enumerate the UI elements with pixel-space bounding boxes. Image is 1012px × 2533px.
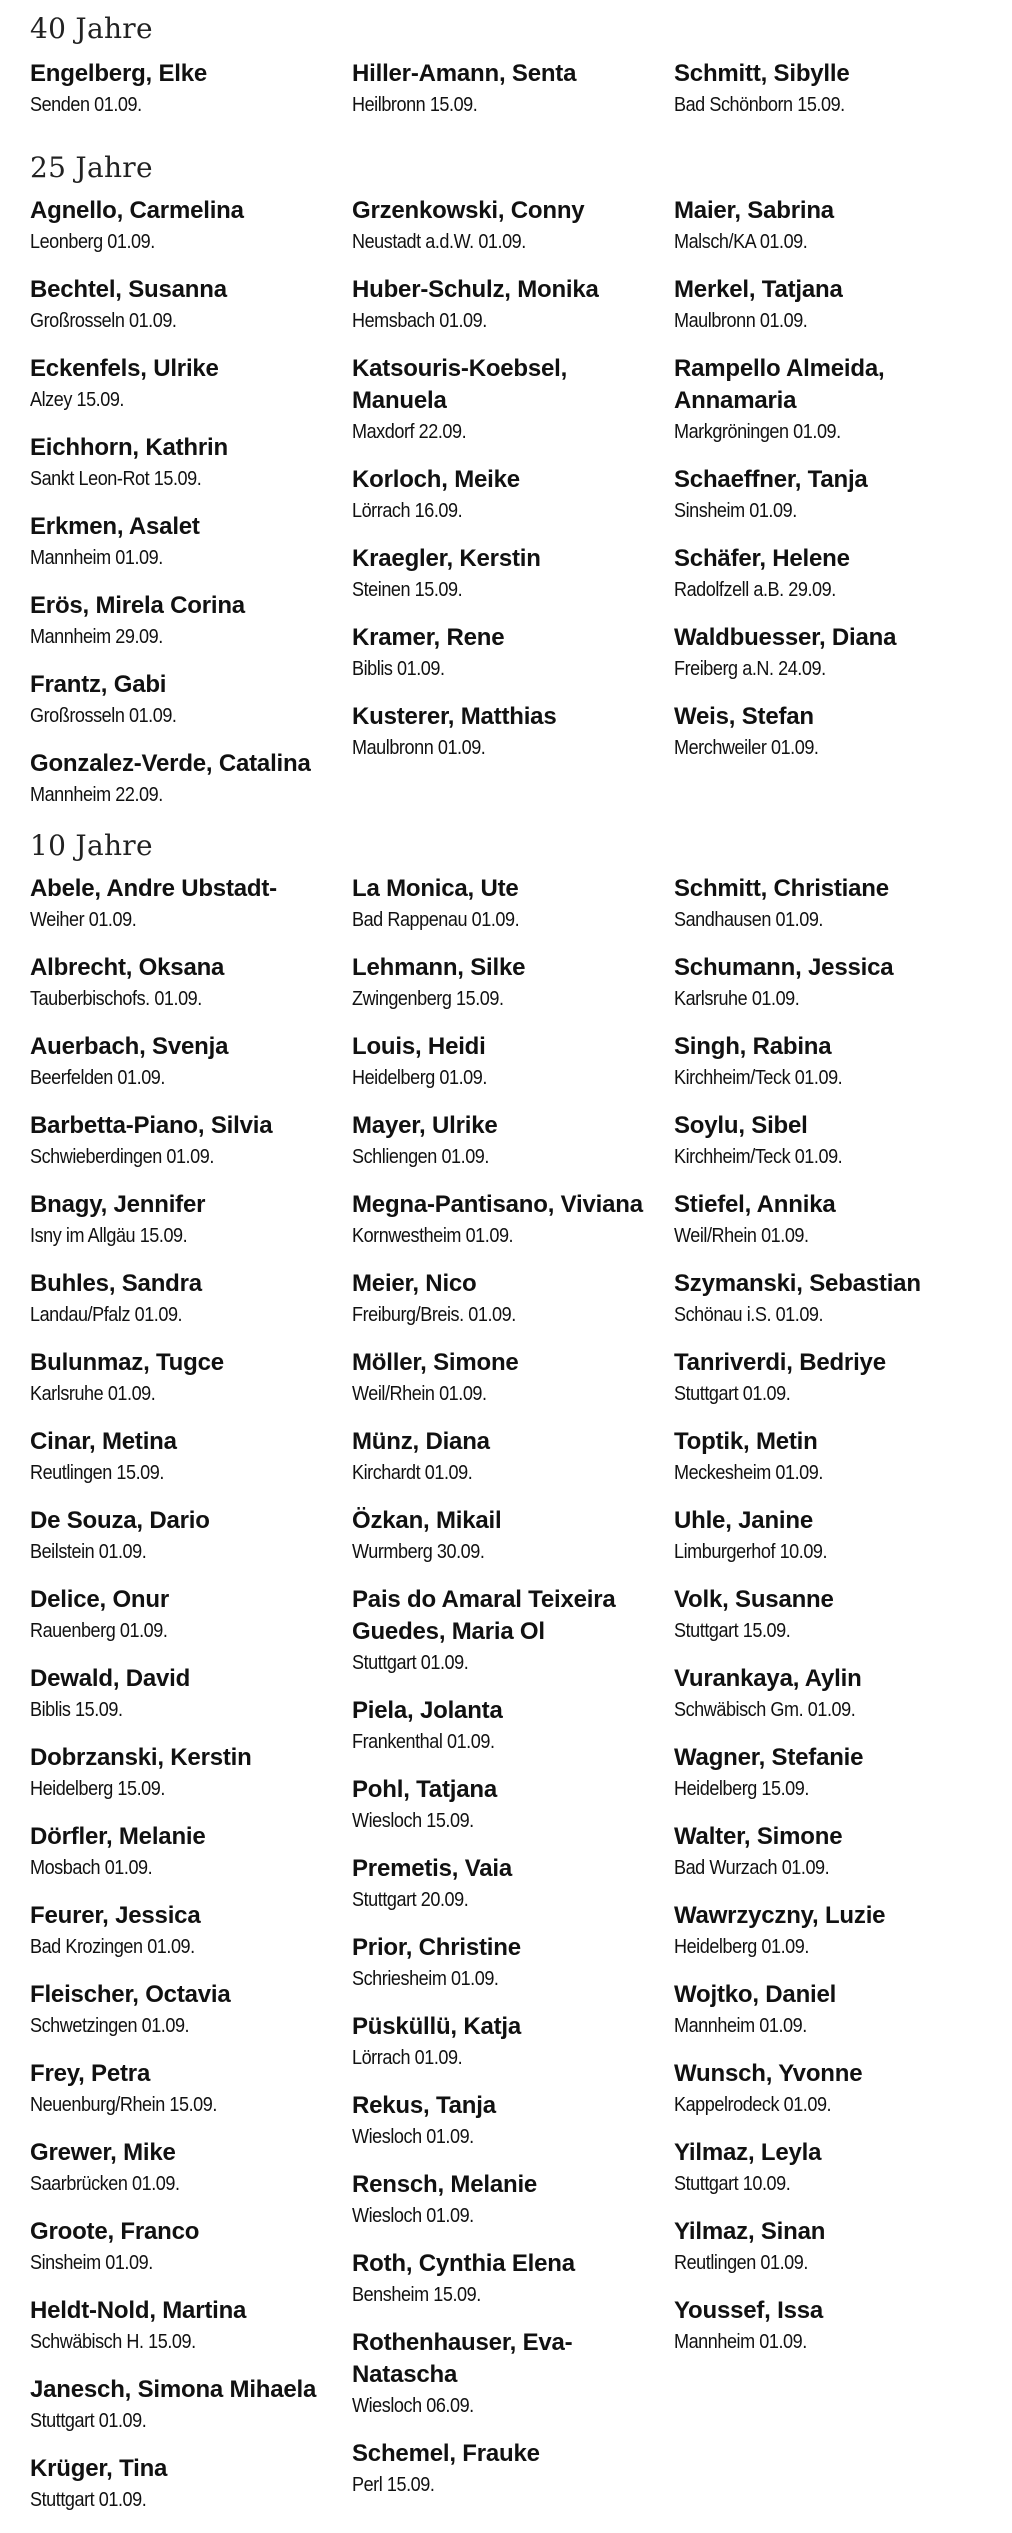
place-date: Mannheim 01.09. <box>674 2014 807 2037</box>
place-date: Stuttgart 01.09. <box>352 1651 469 1674</box>
list-item <box>352 195 584 257</box>
place-date: Bad Rappenau 01.09. <box>352 908 520 931</box>
list-item <box>30 1347 224 1409</box>
person-name: Waldbuesser, Diana <box>674 624 897 651</box>
person-name: Louis, Heidi <box>352 1033 486 1060</box>
person-name: Roth, Cynthia Elena <box>352 2250 575 2277</box>
list-item <box>352 2090 496 2152</box>
list-item <box>30 2058 242 2120</box>
list-item <box>30 1742 252 1804</box>
list-item <box>352 2011 521 2073</box>
list-item <box>30 511 200 573</box>
place-date: Schliengen 01.09. <box>352 1145 489 1168</box>
list-item <box>352 1110 508 1172</box>
list-item <box>30 1663 190 1725</box>
place-date: Bad Krozingen 01.09. <box>30 1935 195 1958</box>
list-item <box>352 274 599 336</box>
person-name: Schaeffner, Tanja <box>674 466 868 493</box>
place-date: Tauberbischofs. 01.09. <box>30 987 202 1010</box>
person-name: Möller, Simone <box>352 1349 519 1376</box>
place-date: Perl 15.09. <box>352 2473 435 2496</box>
list-item <box>352 1695 514 1757</box>
list-item <box>30 1505 210 1567</box>
list-item <box>674 2137 821 2199</box>
person-name: Yilmaz, Sinan <box>674 2218 826 2245</box>
person-name: Hiller-Amann, Senta <box>352 60 577 87</box>
person-name: Toptik, Metin <box>674 1428 818 1455</box>
place-date: Großrosseln 01.09. <box>30 309 177 332</box>
list-item <box>30 1031 228 1093</box>
place-date: Beerfelden 01.09. <box>30 1066 165 1089</box>
person-name: Bechtel, Susanna <box>30 276 227 303</box>
list-item <box>352 2248 575 2310</box>
person-name: Megna-Pantisano, Viviana <box>352 1191 643 1218</box>
place-date: Beilstein 01.09. <box>30 1540 147 1563</box>
person-name: Rekus, Tanja <box>352 2092 496 2119</box>
place-date: Mannheim 01.09. <box>674 2330 807 2353</box>
list-item <box>674 1110 865 1172</box>
place-date: Karlsruhe 01.09. <box>30 1382 156 1405</box>
place-date: Neustadt a.d.W. 01.09. <box>352 230 526 253</box>
person-name: Rensch, Melanie <box>352 2171 538 2198</box>
list-item <box>352 2438 540 2500</box>
place-date: Freiberg a.N. 24.09. <box>674 657 826 680</box>
list-item <box>674 543 858 605</box>
person-name: La Monica, Ute <box>352 875 519 902</box>
place-date: Biblis 01.09. <box>352 657 445 680</box>
place-date: Reutlingen 15.09. <box>30 1461 164 1484</box>
place-date: Leonberg 01.09. <box>30 230 155 253</box>
person-name: Cinar, Metina <box>30 1428 177 1455</box>
person-name: Feurer, Jessica <box>30 1902 201 1929</box>
place-date: Heilbronn 15.09. <box>352 93 478 116</box>
place-date: Merchweiler 01.09. <box>674 736 819 759</box>
person-name: Schemel, Frauke <box>352 2440 540 2467</box>
place-date: Kirchheim/Teck 01.09. <box>674 1066 843 1089</box>
person-name: Rampello Almeida, Annamaria <box>674 355 885 414</box>
person-name: Yilmaz, Leyla <box>674 2139 822 2166</box>
place-date: Heidelberg 15.09. <box>674 1777 809 1800</box>
column-3 <box>674 58 996 120</box>
place-date: Limburgerhof 10.09. <box>674 1540 828 1563</box>
person-name: Walter, Simone <box>674 1823 843 1850</box>
place-date: Mosbach 01.09. <box>30 1856 153 1879</box>
place-date: Steinen 15.09. <box>352 578 463 601</box>
place-date: Sankt Leon-Rot 15.09. <box>30 467 202 490</box>
person-name: Wawrzyczny, Luzie <box>674 1902 886 1929</box>
list-item <box>674 58 996 120</box>
section-heading: 25 Jahre <box>30 151 153 184</box>
place-date: Wiesloch 01.09. <box>352 2204 474 2227</box>
place-date: Stuttgart 01.09. <box>30 2488 147 2511</box>
list-item <box>30 2453 167 2515</box>
place-date: Wiesloch 06.09. <box>352 2394 474 2417</box>
place-date: Maxdorf 22.09. <box>352 420 467 443</box>
place-date: Heidelberg 01.09. <box>352 1066 487 1089</box>
person-name: Schumann, Jessica <box>674 954 894 981</box>
list-item <box>674 464 868 526</box>
list-item <box>30 2216 199 2278</box>
place-date: Lörrach 01.09. <box>352 2046 463 2069</box>
list-item <box>30 274 227 336</box>
person-name: Barbetta-Piano, Silvia <box>30 1112 273 1139</box>
person-name: Huber-Schulz, Monika <box>352 276 599 303</box>
place-date: Schwetzingen 01.09. <box>30 2014 190 2037</box>
person-name: Abele, Andre Ubstadt- <box>30 875 277 902</box>
person-name: Wunsch, Yvonne <box>674 2060 863 2087</box>
list-item <box>30 1900 217 1962</box>
place-date: Hemsbach 01.09. <box>352 309 487 332</box>
list-item <box>30 195 244 257</box>
person-name: Singh, Rabina <box>674 1033 832 1060</box>
list-item <box>674 1663 880 1725</box>
column-2 <box>352 58 674 120</box>
list-item <box>352 1189 643 1251</box>
place-date: Neuenburg/Rhein 15.09. <box>30 2093 217 2116</box>
person-name: Katsouris-Koebsel, Manuela <box>352 355 568 414</box>
place-date: Schwäbisch H. 15.09. <box>30 2330 196 2353</box>
list-item <box>30 1821 206 1883</box>
list-item <box>30 590 245 652</box>
person-name: Özkan, Mikail <box>352 1507 502 1534</box>
person-name: Meier, Nico <box>352 1270 477 1297</box>
person-name: Delice, Onur <box>30 1586 169 1613</box>
section-25-jahre <box>30 151 1005 806</box>
person-name: Weis, Stefan <box>674 703 814 730</box>
list-item <box>352 58 674 120</box>
place-date: Saarbrücken 01.09. <box>30 2172 180 2195</box>
person-name: Groote, Franco <box>30 2218 200 2245</box>
place-date: Sinsheim 01.09. <box>674 499 797 522</box>
place-date: Malsch/KA 01.09. <box>674 230 808 253</box>
place-date: Kirchardt 01.09. <box>352 1461 473 1484</box>
place-date: Bad Wurzach 01.09. <box>674 1856 830 1879</box>
place-date: Sandhausen 01.09. <box>674 908 824 931</box>
list-item <box>30 1268 203 1330</box>
place-date: Zwingenberg 15.09. <box>352 987 504 1010</box>
place-date: Bensheim 15.09. <box>352 2283 481 2306</box>
person-name: Grzenkowski, Conny <box>352 197 585 224</box>
place-date: Stuttgart 20.09. <box>352 1888 469 1911</box>
person-name: Fleischer, Octavia <box>30 1981 231 2008</box>
list-item <box>352 622 504 684</box>
place-date: Kornwestheim 01.09. <box>352 1224 514 1247</box>
person-name: Bnagy, Jennifer <box>30 1191 206 1218</box>
place-date: Isny im Allgäu 15.09. <box>30 1224 188 1247</box>
section-40-jahre <box>30 12 1005 120</box>
section-10-jahre <box>30 829 1005 2511</box>
person-name: Eckenfels, Ulrike <box>30 355 219 382</box>
list-item <box>352 2327 652 2421</box>
place-date: Kappelrodeck 01.09. <box>674 2093 832 2116</box>
place-date: Alzey 15.09. <box>30 388 125 411</box>
place-date: Stuttgart 01.09. <box>30 2409 147 2432</box>
list-item <box>30 1189 209 1251</box>
list-item <box>674 195 834 257</box>
person-name: Prior, Christine <box>352 1934 521 1961</box>
place-date: Lörrach 16.09. <box>352 499 463 522</box>
list-item <box>352 543 541 605</box>
person-name: Rothenhauser, Eva-Natascha <box>352 2329 573 2388</box>
list-item <box>674 1031 865 1093</box>
list-item <box>674 1189 836 1251</box>
person-name: Stiefel, Annika <box>674 1191 836 1218</box>
person-name: Buhles, Sandra <box>30 1270 202 1297</box>
list-item <box>352 1584 652 1678</box>
person-name: Volk, Susanne <box>674 1586 834 1613</box>
person-name: Premetis, Vaia <box>352 1855 512 1882</box>
list-item <box>30 1110 272 1172</box>
person-name: Janesch, Simona Mihaela <box>30 2376 317 2403</box>
list-item <box>30 2374 316 2436</box>
list-item <box>674 1268 921 1330</box>
list-item <box>30 952 225 1014</box>
list-item <box>352 1031 505 1093</box>
person-name: Dewald, David <box>30 1665 191 1692</box>
place-date: Wiesloch 15.09. <box>352 1809 474 1832</box>
place-date: Kirchheim/Teck 01.09. <box>674 1145 843 1168</box>
person-name: Tanriverdi, Bedriye <box>674 1349 886 1376</box>
person-name: Lehmann, Silke <box>352 954 526 981</box>
list-item <box>352 1426 490 1488</box>
person-name: Dörfler, Melanie <box>30 1823 206 1850</box>
place-date: Frankenthal 01.09. <box>352 1730 495 1753</box>
person-name: Schäfer, Helene <box>674 545 850 572</box>
place-date: Meckesheim 01.09. <box>674 1461 823 1484</box>
list-item <box>352 1932 521 1994</box>
list-item <box>674 1821 850 1883</box>
place-date: Landau/Pfalz 01.09. <box>30 1303 183 1326</box>
person-name: Erkmen, Asalet <box>30 513 200 540</box>
list-item <box>674 1742 863 1804</box>
list-item <box>674 2058 862 2120</box>
section-columns <box>30 58 1005 120</box>
person-name: Wagner, Stefanie <box>674 1744 864 1771</box>
place-date: Weil/Rhein 01.09. <box>674 1224 809 1247</box>
list-item <box>30 873 277 935</box>
list-item <box>674 2216 826 2278</box>
person-name: Auerbach, Svenja <box>30 1033 229 1060</box>
list-item <box>674 701 838 763</box>
place-date: Weil/Rhein 01.09. <box>352 1382 487 1405</box>
place-date: Radolfzell a.B. 29.09. <box>674 578 836 601</box>
person-name: Pais do Amaral Teixeira Guedes, Maria Ol <box>352 1586 616 1645</box>
place-date: Heidelberg 01.09. <box>674 1935 809 1958</box>
list-item <box>30 1426 182 1488</box>
person-name: Youssef, Issa <box>674 2297 824 2324</box>
place-date: Schwäbisch Gm. 01.09. <box>674 1698 856 1721</box>
list-item <box>352 2169 537 2231</box>
person-name: Bulunmaz, Tugce <box>30 1349 224 1376</box>
list-item <box>352 1853 512 1915</box>
list-item <box>30 353 219 415</box>
list-item <box>352 873 542 935</box>
person-name: Maier, Sabrina <box>674 197 834 224</box>
list-item <box>30 669 196 731</box>
place-date: Großrosseln 01.09. <box>30 704 177 727</box>
list-item <box>30 58 352 120</box>
list-item <box>352 464 520 526</box>
list-item <box>674 622 896 684</box>
list-item <box>352 353 652 447</box>
person-name: Erös, Mirela Corina <box>30 592 245 619</box>
person-name: De Souza, Dario <box>30 1507 210 1534</box>
person-name: Schmitt, Sibylle <box>674 60 850 87</box>
place-date: Reutlingen 01.09. <box>674 2251 808 2274</box>
list-item <box>674 2295 825 2357</box>
person-name: Engelberg, Elke <box>30 60 208 87</box>
person-name: Korloch, Meike <box>352 466 520 493</box>
person-name: Uhle, Janine <box>674 1507 813 1534</box>
column-1 <box>30 58 352 120</box>
place-date: Rauenberg 01.09. <box>30 1619 168 1642</box>
list-item <box>352 1505 503 1567</box>
person-name: Albrecht, Oksana <box>30 954 225 981</box>
person-name: Piela, Jolanta <box>352 1697 503 1724</box>
place-date: Schönau i.S. 01.09. <box>674 1303 824 1326</box>
person-name: Agnello, Carmelina <box>30 197 244 224</box>
place-date: Markgröningen 01.09. <box>674 420 841 443</box>
list-item <box>352 1268 538 1330</box>
list-item <box>352 1347 519 1409</box>
list-item <box>674 873 889 935</box>
list-item <box>30 1584 186 1646</box>
person-name: Dobrzanski, Kerstin <box>30 1744 252 1771</box>
place-date: Schwieberdingen 01.09. <box>30 1145 214 1168</box>
person-name: Kraegler, Kerstin <box>352 545 541 572</box>
person-name: Mayer, Ulrike <box>352 1112 498 1139</box>
person-name: Pohl, Tatjana <box>352 1776 497 1803</box>
list-item <box>30 432 228 494</box>
place-date: Freiburg/Breis. 01.09. <box>352 1303 516 1326</box>
section-heading: 10 Jahre <box>30 829 153 862</box>
list-item <box>674 353 974 447</box>
list-item <box>674 1505 848 1567</box>
list-item <box>674 1900 885 1962</box>
list-item <box>674 1426 843 1488</box>
section-heading: 40 Jahre <box>30 12 153 45</box>
person-name: Heldt-Nold, Martina <box>30 2297 247 2324</box>
place-date: Mannheim 29.09. <box>30 625 163 648</box>
list-item <box>674 1347 886 1409</box>
person-name: Krüger, Tina <box>30 2455 168 2482</box>
list-item <box>30 748 311 810</box>
person-name: Soylu, Sibel <box>674 1112 808 1139</box>
list-item <box>30 2137 200 2199</box>
person-name: Kusterer, Matthias <box>352 703 557 730</box>
place-date: Wurmberg 30.09. <box>352 1540 485 1563</box>
place-date: Biblis 15.09. <box>30 1698 123 1721</box>
list-item <box>674 952 893 1014</box>
place-date: Karlsruhe 01.09. <box>674 987 800 1010</box>
person-name: Kramer, Rene <box>352 624 505 651</box>
list-item <box>674 1979 836 2041</box>
place-date: Stuttgart 10.09. <box>674 2172 791 2195</box>
place-date: Wiesloch 01.09. <box>352 2125 474 2148</box>
person-name: Gonzalez-Verde, Catalina <box>30 750 311 777</box>
place-date: Maulbronn 01.09. <box>674 309 808 332</box>
place-date: Stuttgart 01.09. <box>674 1382 791 1405</box>
person-name: Püsküllü, Katja <box>352 2013 522 2040</box>
list-item <box>674 274 843 336</box>
place-date: Heidelberg 15.09. <box>30 1777 165 1800</box>
list-item <box>352 701 556 763</box>
person-name: Frantz, Gabi <box>30 671 167 698</box>
list-item <box>30 2295 246 2357</box>
place-date: Maulbronn 01.09. <box>352 736 486 759</box>
place-date: Weiher 01.09. <box>30 908 137 931</box>
person-name: Merkel, Tatjana <box>674 276 843 303</box>
person-name: Wojtko, Daniel <box>674 1981 837 2008</box>
list-item <box>352 952 525 1014</box>
place-date: Stuttgart 15.09. <box>674 1619 791 1642</box>
person-name: Frey, Petra <box>30 2060 151 2087</box>
person-name: Schmitt, Christiane <box>674 875 889 902</box>
place-date: Sinsheim 01.09. <box>30 2251 153 2274</box>
person-name: Münz, Diana <box>352 1428 490 1455</box>
person-name: Eichhorn, Kathrin <box>30 434 228 461</box>
list-item <box>352 1774 497 1836</box>
list-item <box>30 1979 231 2041</box>
place-date: Bad Schönborn 15.09. <box>674 93 845 116</box>
place-date: Mannheim 01.09. <box>30 546 163 569</box>
person-name: Szymanski, Sebastian <box>674 1270 921 1297</box>
place-date: Senden 01.09. <box>30 93 142 116</box>
list-item <box>674 1584 834 1646</box>
place-date: Schriesheim 01.09. <box>352 1967 499 1990</box>
person-name: Grewer, Mike <box>30 2139 176 2166</box>
place-date: Mannheim 22.09. <box>30 783 163 806</box>
person-name: Vurankaya, Aylin <box>674 1665 862 1692</box>
